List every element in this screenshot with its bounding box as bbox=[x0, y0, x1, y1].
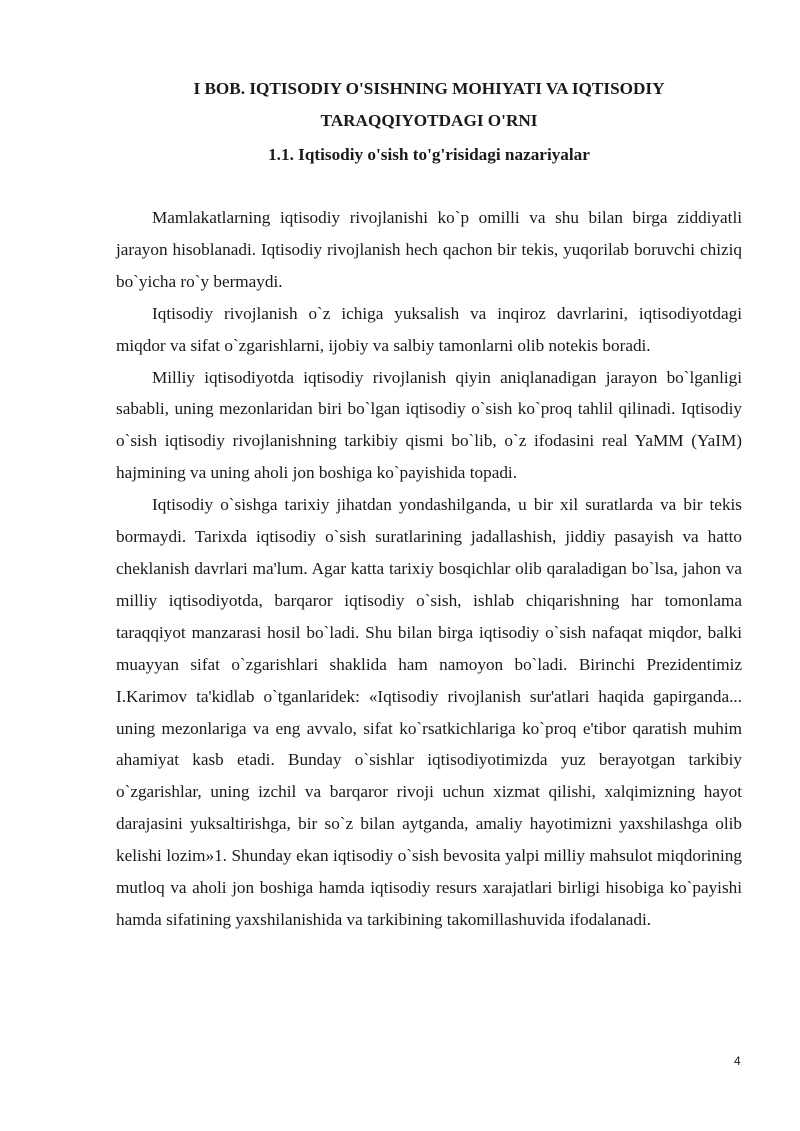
chapter-title: I BOB. IQTISODIY O'SISHNING MOHIYATI VA IQTISODIY TARAQQIYOTDAGI O'RNI bbox=[193, 79, 665, 130]
page-number: 4 bbox=[734, 1054, 741, 1068]
paragraph: Iqtisodiy o`sishga tarixiy jihatdan yondashilganda, u bir xil suratlarda va bir tekis bormaydi. Tarixda iqtisodiy o`sish suratlarining jadallashish, jiddiy pasayish va hatto cheklanish davrlari ma'lum. Agar katta tarixiy bosqichlar olib qaraladigan bo`lsa, jahon va milliy iqtisodiyotda, barqaror iqtisodiy o`sish, ishlab chiqarishning har tomonlama taraqqiyot manzarasi hosil bo`ladi. Shu bilan birga iqtisodiy o`sish nafaqat miqdor, balki muayyan sifat o`zgarishlari shaklida ham namoyon bo`ladi. Birinchi Prezidentimiz I.Karimov ta'kidlab o`tganlaridek: «Iqtisodiy rivojlanish sur'atlari haqida gapirganda... uning mezonlariga va eng avvalo, sifat ko`rsatkichlariga ko`proq e'tibor qaratish muhim ahamiyat kasb etadi. Bunday o`sishlar iqtisodiyotimizda yuz berayotgan tarkibiy o`zgarishlar, uning izchil va barqaror rivoji uchun xizmat qilishi, xalqimizning hayot darajasini yuksaltirishga, bir so`z bilan aytganda, amaliy hayotimizni yaxshilashga olib kelishi lozim»1. Shunday ekan iqtisodiy o`sish bevosita yalpi milliy mahsulot miqdorining mutloq va aholi jon boshiga hamda iqtisodiy resurs xarajatlari birligi hisobiga ko`payishi hamda sifatining yaxshilanishida va tarkibining takomillashuvida ifodalanadi. bbox=[116, 495, 742, 929]
body-text bbox=[116, 202, 742, 936]
section-title: 1.1. Iqtisodiy o'sish to'g'risidagi nazariyalar bbox=[268, 145, 590, 164]
paragraph: Iqtisodiy rivojlanish o`z ichiga yuksalish va inqiroz davrlarini, iqtisodiyotdagi miqdor va sifat o`zgarishlarni, ijobiy va salbiy tamonlarni olib notekis boradi. bbox=[116, 303, 742, 355]
paragraph: Milliy iqtisodiyotda iqtisodiy rivojlanish qiyin aniqlanadigan jarayon bo`lganligi sababli, uning mezonlaridan biri bo`lgan iqtisodiy o`sish ko`proq tahlil qilinadi. Iqtisodiy o`sish iqtisodiy rivojlanishning tarkibiy qismi bo`lib, o`z ifodasini real YaMM (YaIM) hajmining va uning aholi jon boshiga ko`payishida topadi. bbox=[116, 367, 742, 483]
paragraph: Mamlakatlarning iqtisodiy rivojlanishi ko`p omilli va shu bilan birga ziddiyatli jarayon hisoblanadi. Iqtisodiy rivojlanish hech qachon bir tekis, yuqorilab boruvchi chiziq bo`yicha ro`y bermaydi. bbox=[116, 208, 742, 291]
